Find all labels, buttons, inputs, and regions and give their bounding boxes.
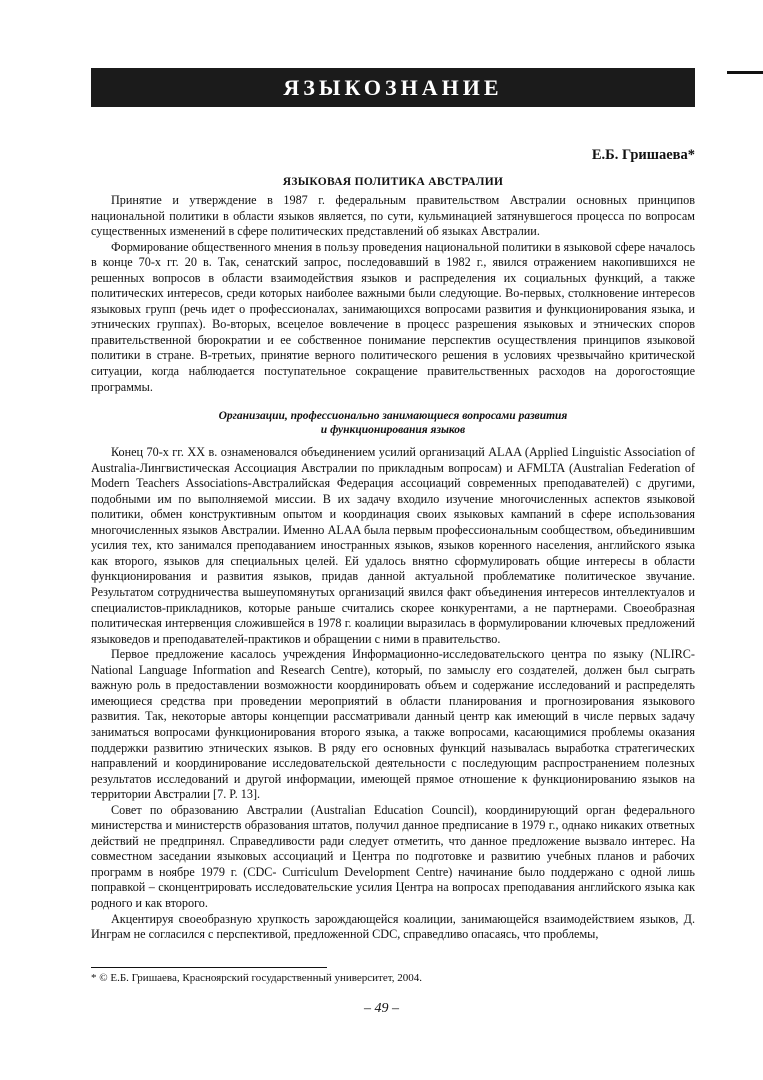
subheading-line: Организации, профессионально занимающиеся вопросами развития	[218, 410, 568, 423]
footnote: * © Е.Б. Гришаева, Красноярский государственный университет, 2004.	[91, 972, 422, 984]
article-body	[91, 193, 695, 943]
paragraph: Формирование общественного мнения в пользу проведения национальной политики в языковой сфере началось в конце 70-х гг. 20 в. Так, сенатский запрос, последовавший в 1982 г., явился отражением накопившихся не решенных вопросов в области взаимодействия языков и распределения их социальных функций, а также политических интересов, среди которых наиболее важными были следующие. Во-первых, столкновение интересов языковых групп (речь идет о профессионалах, занимающихся вопросами развития и функционирования языка, и этнических группах). Во-вторых, всецелое вовлечение в процесс разрешения языковых и этнических споров правительственной бюрократии и ее собственное понимание перспектив осуществления принципов языковой политики в стране. В-третьих, принятие верного политического решения в условиях чрезвычайно критической ситуации, когда наблюдается поступательное сокращение правительственных расходов на дорогостоящие программы.	[91, 239, 695, 394]
paragraph: Принятие и утверждение в 1987 г. федеральным правительством Австралии основных принципов национальной политики в области языков является, по сути, кульминацией затянувшегося процесса по вопросам существенных изменений в сфере политических представлений об языках Австралии.	[91, 193, 695, 239]
article-title: ЯЗЫКОВАЯ ПОЛИТИКА АВСТРАЛИИ	[282, 176, 504, 188]
section-title: ЯЗЫКОЗНАНИЕ	[283, 74, 503, 100]
section-header-bar	[91, 68, 695, 107]
paragraph: Совет по образованию Австралии (Australian Education Council), координирующий орган федерального министерства и министерств образования штатов, получил данное предписание в 1979 г., однако никаких ответных действий не предпринял. Справедливости ради следует отметить, что данное предложение вызвало интерес. На совместном заседании языковых ассоциаций и Центра по подготовке и развитию учебных планов и рабочих программ в ноябре 1979 г. (CDC- Curriculum Development Centre) начинание было поддержано с одной лишь поправкой – сконцентрировать исследовательские усилия Центра на вопросах преподавания английского языка как родного и как второго.	[91, 802, 695, 910]
section-subheading	[91, 409, 695, 437]
page-edge-mark	[727, 71, 763, 74]
paragraph: Конец 70-х гг. XX в. ознаменовался объединением усилий организаций ALAA (Applied Linguistic Association of Australia-Лингвистическая Ассоциация Австралии по прикладным вопросам) и AFMLTA (Australian Federation of Modern Teachers Associations-Австралийская Федерация ассоциаций современных преподавателей) с другими, подобными им по выполняемой миссии. В их задачу входило изучение многочисленных аспектов языковой политики, обмен конструктивным опытом и координация своих языковых кампаний в сфере использования многочисленных языков Австралии. Именно ALAA была первым профессиональным сообществом, объединившим усилия тех, кто занимался преподаванием иностранных языков, языков коренного населения, английского языка как второго, языков для специальных целей. Ей удалось внятно сформулировать общие интересы в области функционирования и развития языков, придав данной актуальной проблематике политическое звучание. Результатом сотрудничества вышеупомянутых организаций явился факт объединения интересов интеллектуалов и специалистов-прикладников, которые раньше считались скорее конкурентами, а не партнерами. Своеобразная политическая интервенция сложившейся в 1978 г. коалиции выразилась в формулировании ключевых предложений языковедов и преподавателей-практиков и обращении с ними в правительство.	[91, 445, 695, 646]
page-number: – 49 –	[364, 1001, 399, 1016]
subheading-line: и функционирования языков	[320, 424, 466, 437]
paragraph: Первое предложение касалось учреждения Информационно-исследовательского центра по языку (NLIRC-National Language Information and Research Centre), который, по замыслу его создателей, должен был сыграть важную роль в предоставлении возможности координировать объем и содержание исследований и распределять имеющиеся средства при проведении мероприятий в области планирования и прогнозирования языкового развития. Так, некоторые авторы концепции рассматривали данный центр как имеющий в числе первых задачу заниматься вопросами функционирования второго языка, а также вопросами, касающимися проблемы оказания поддержки развитию этнических языков. В ряду его основных функций называлась выработка стратегических направлений и координирование исследовательской деятельности с последующим распространением полезных результатов исследований и другой информации, имеющей прямое отношение к функционированию языков на территории Австралии [7. P. 13].	[91, 647, 695, 802]
article-author: Е.Б. Гришаева*	[591, 147, 695, 163]
footnote-divider	[91, 967, 327, 968]
paragraph: Акцентируя своеобразную хрупкость зарождающейся коалиции, занимающейся взаимодействием языков, Д. Инграм не согласился с перспективой, предложенной CDC, справедливо опасаясь, что проблемы,	[91, 911, 695, 942]
